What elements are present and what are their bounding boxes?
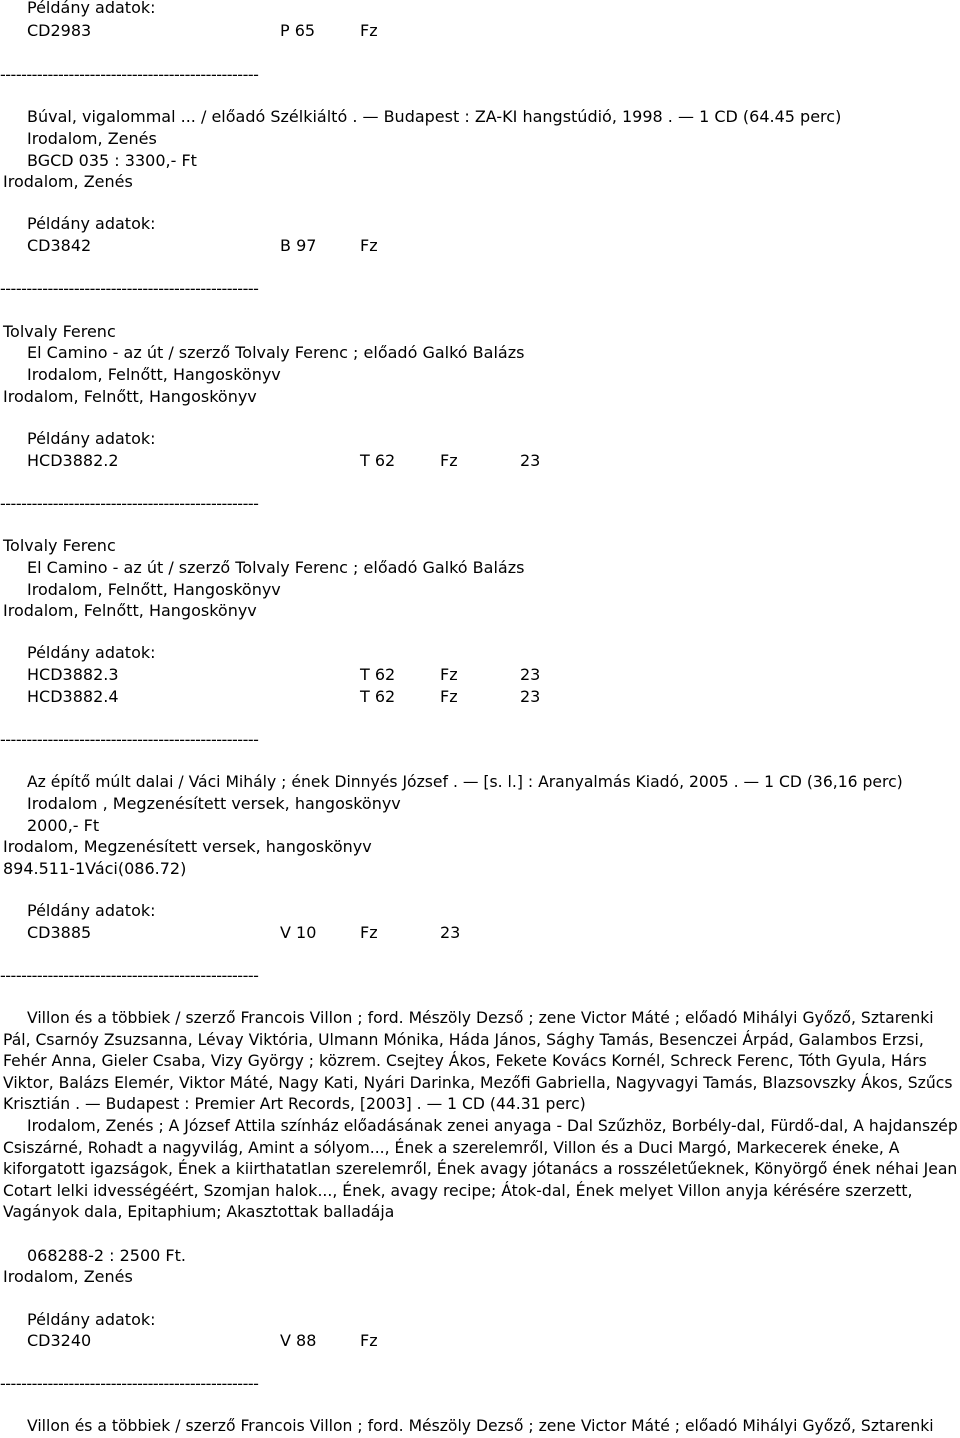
copy-data-label: Példány adatok: bbox=[27, 643, 156, 662]
copy-location: Fz bbox=[440, 687, 458, 706]
copy-row bbox=[27, 20, 927, 42]
separator: ------------------------------------------------- bbox=[0, 494, 259, 513]
copy-shelf: V 88 bbox=[280, 1331, 317, 1350]
copy-data-label: Példány adatok: bbox=[27, 1310, 156, 1329]
copy-shelf: T 62 bbox=[360, 687, 396, 706]
record-title: Villon és a többiek / szerző Francois Villon ; ford. Mészöly Dezső ; zene Victor Máté ; előadó Mihályi Győző, Sztarenki bbox=[27, 1417, 934, 1435]
copy-call-number: CD2983 bbox=[27, 21, 92, 40]
copy-shelf: V 10 bbox=[280, 923, 317, 942]
subject-line: Irodalom, Zenés bbox=[3, 172, 133, 191]
price-line: 068288-2 : 2500 Ft. bbox=[27, 1246, 186, 1265]
record-title: Villon és a többiek / szerző Francois Villon ; ford. Mészöly Dezső ; zene Victor Máté ; előadó Mihályi Győző, Sztarenki Pál, Csarnóy Zsuzsanna, Lévay Viktória, Ulmann Mónika, Háda János, Sághy Tamás, Besenczei Árpád, Galambos Erzsi, Fehér Anna, Gieler Csaba, Vizy György ; közrem. Csejtey Ákos, Fekete Kovács Kornél, Schreck Ferenc, Tóth Gyula, Hárs Viktor, Balázs Elemér, Viktor Máté, Nagy Kati, Nyári Darinka, Mezőfi Gabriella, Nagyvagyi Tamás, Blazsovszky Ákos, Szűcs Krisztián . — Budapest : Premier Art Records, [2003] . — 1 CD (44.31 perc) bbox=[3, 1009, 953, 1113]
copy-shelf: P 65 bbox=[280, 21, 316, 40]
price-line: 2000,- Ft bbox=[27, 816, 100, 835]
copy-row bbox=[27, 450, 927, 472]
record-title: El Camino - az út / szerző Tolvaly Ferenc ; előadó Galkó Balázs bbox=[27, 558, 525, 577]
record-author: Tolvaly Ferenc bbox=[3, 536, 116, 555]
copy-call-number: CD3842 bbox=[27, 236, 92, 255]
separator: ------------------------------------------------- bbox=[0, 279, 259, 298]
subject-line: Irodalom, Felnőtt, Hangoskönyv bbox=[3, 387, 257, 406]
classification-line: 894.511-1Váci(086.72) bbox=[3, 859, 187, 878]
record-title: Búval, vigalommal ... / előadó Szélkiáltó . — Budapest : ZA-KI hangstúdió, 1998 . — 1 CD (64.45 perc) bbox=[27, 107, 842, 126]
copy-status: 23 bbox=[520, 687, 541, 706]
copy-data-label: Példány adatok: bbox=[27, 901, 156, 920]
copy-call-number: CD3240 bbox=[27, 1331, 92, 1350]
copy-call-number: HCD3882.2 bbox=[27, 451, 119, 470]
copy-call-number: CD3885 bbox=[27, 923, 92, 942]
copy-shelf: T 62 bbox=[360, 665, 396, 684]
subject-line: Irodalom, Felnőtt, Hangoskönyv bbox=[3, 601, 257, 620]
copy-data-label: Példány adatok: bbox=[27, 214, 156, 233]
subject-line: Irodalom, Felnőtt, Hangoskönyv bbox=[27, 365, 281, 384]
separator: ------------------------------------------------- bbox=[0, 65, 259, 84]
copy-status: 23 bbox=[440, 923, 461, 942]
subject-line: Irodalom, Zenés bbox=[3, 1267, 133, 1286]
copy-call-number: HCD3882.3 bbox=[27, 665, 119, 684]
copy-data-label: Példány adatok: bbox=[27, 0, 156, 17]
copy-row bbox=[27, 664, 927, 686]
price-line: BGCD 035 : 3300,- Ft bbox=[27, 151, 197, 170]
copy-location: Fz bbox=[360, 1331, 378, 1350]
content-note: Irodalom, Zenés ; A József Attila színház előadásának zenei anyaga - Dal Szűzhöz, Borbély-dal, Fürdő-dal, A hajdanszép Csiszárné, Rohadt a nagyvilág, Amint a sólyom..., Ének a szerelemről, Villon és a Duci Margó, Markecerek éneke, A kiforgatott igazságok, Ének a kiirthatatlan szerelemről, Ének avagy jótanács a rosszéletűeknek, Könyörgő ének néhai Jean Cotart lelki idvességéért, Szomjan halok..., Ének, avagy recipe; Átok-dal, Ének melyet Villon anyja kérésére szerzett, Vagányok dala, Epitaphium; Akasztottak balladája bbox=[3, 1117, 958, 1221]
copy-status: 23 bbox=[520, 665, 541, 684]
copy-shelf: T 62 bbox=[360, 451, 396, 470]
copy-row bbox=[27, 686, 927, 708]
copy-shelf: B 97 bbox=[280, 236, 317, 255]
copy-location: Fz bbox=[440, 665, 458, 684]
copy-row bbox=[27, 235, 927, 257]
copy-location: Fz bbox=[440, 451, 458, 470]
subject-line: Irodalom, Felnőtt, Hangoskönyv bbox=[27, 580, 281, 599]
copy-row bbox=[27, 922, 927, 944]
copy-data-label: Példány adatok: bbox=[27, 429, 156, 448]
copy-location: Fz bbox=[360, 21, 378, 40]
copy-location: Fz bbox=[360, 236, 378, 255]
record-title: El Camino - az út / szerző Tolvaly Ferenc ; előadó Galkó Balázs bbox=[27, 343, 525, 362]
subject-line: Irodalom, Zenés bbox=[27, 129, 157, 148]
copy-status: 23 bbox=[520, 451, 541, 470]
record-title: Az építő múlt dalai / Váci Mihály ; ének Dinnyés József . — [s. l.] : Aranyalmás Kiadó, 2005 . — 1 CD (36,16 perc) bbox=[27, 773, 903, 791]
subject-line: Irodalom, Megzenésített versek, hangoskönyv bbox=[3, 837, 372, 856]
copy-location: Fz bbox=[360, 923, 378, 942]
separator: ------------------------------------------------- bbox=[0, 966, 259, 985]
subject-line: Irodalom , Megzenésített versek, hangoskönyv bbox=[27, 794, 401, 813]
record-author: Tolvaly Ferenc bbox=[3, 322, 116, 341]
separator: ------------------------------------------------- bbox=[0, 1374, 259, 1393]
separator: ------------------------------------------------- bbox=[0, 730, 259, 749]
copy-row bbox=[27, 1330, 927, 1352]
copy-call-number: HCD3882.4 bbox=[27, 687, 119, 706]
